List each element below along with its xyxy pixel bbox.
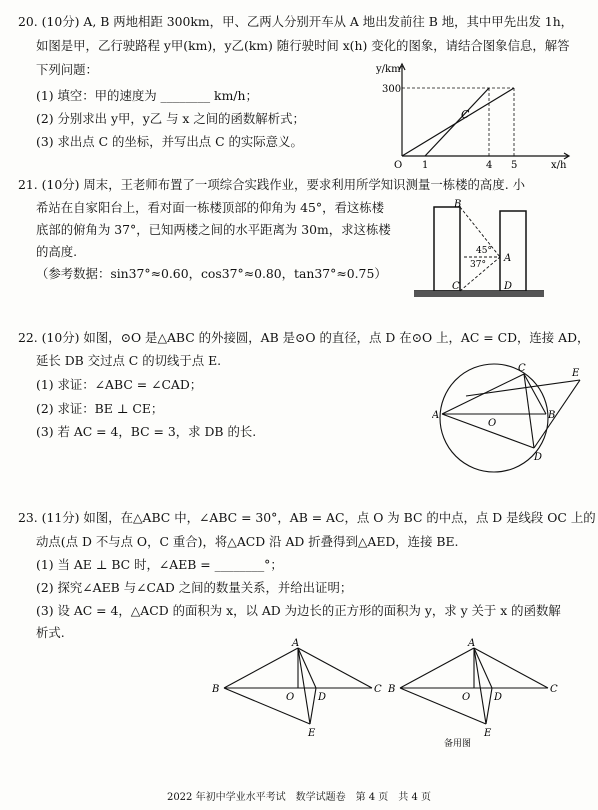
label-a: A xyxy=(432,410,440,421)
label-d: D xyxy=(534,452,543,463)
label-c: C xyxy=(452,281,460,292)
page-footer: 2022 年初中学业水平考试 数学试题卷 第 4 页 共 4 页 xyxy=(166,792,432,803)
label-d: D xyxy=(494,692,503,703)
x-axis-label: x/h xyxy=(551,160,567,170)
x-tick-4: 4 xyxy=(486,160,493,170)
y-axis-label: y/km xyxy=(376,64,401,75)
segment-ab xyxy=(400,648,474,688)
q20-line-4: (1) 填空：甲的速度为 ________ km/h； xyxy=(36,88,258,103)
q21-line-4: 的高度. xyxy=(36,244,78,259)
segment-de xyxy=(486,688,492,724)
segment-ab xyxy=(224,648,298,688)
building-right xyxy=(500,211,526,291)
label-e: E xyxy=(484,728,492,739)
label-b: B xyxy=(454,199,462,210)
q20-line-1: 20. (10分) A, B 两地相距 300km，甲、乙两人分别开车从 A 地出发前往 B 地，其中甲先出发 1h， xyxy=(18,14,574,29)
q22-line-2: 延长 DB 交过点 C 的切线于点 E. xyxy=(36,353,222,368)
label-c: C xyxy=(518,363,526,374)
angle-45: 45° xyxy=(476,246,492,256)
label-e: E xyxy=(308,728,316,739)
q22-line-5: (3) 若 AC = 4，BC = 3，求 DB 的长. xyxy=(36,424,257,439)
label-b: B xyxy=(548,410,556,421)
q23-line-1: 23. (11分) 如图，在△ABC 中，∠ABC = 30°，AB = AC，点 O 为 BC 的中点，点 D 是线段 OC 上的 xyxy=(18,510,596,525)
origin-label: O xyxy=(394,160,403,170)
segment-ac xyxy=(298,648,372,688)
label-o: O xyxy=(462,692,471,703)
tangent-ce xyxy=(466,380,580,396)
q22-line-4: (2) 求证：BE ⊥ CE； xyxy=(36,401,164,416)
q23-line-4: (2) 探究∠AEB 与∠CAD 之间的数量关系，并给出证明； xyxy=(36,580,353,595)
q21-line-3: 底部的俯角为 37°，已知两楼之间的水平距离为 30m，求这栋楼 xyxy=(36,222,391,237)
y-tick-300: 300 xyxy=(382,84,402,95)
segment-ac xyxy=(474,648,548,688)
q20-line-2: 如图是甲，乙行驶路程 y甲(km)，y乙(km) 随行驶时间 x(h) 变化的图象，请结合图象信息，解答 xyxy=(36,38,570,53)
line-yi xyxy=(425,88,489,156)
label-o: O xyxy=(286,692,295,703)
segment-ae xyxy=(298,648,310,724)
q23-figure-spare xyxy=(388,632,560,750)
q22-circle-figure xyxy=(432,356,582,474)
segment-de xyxy=(310,688,316,724)
q20-line-6: (3) 求出点 C 的坐标，并写出点 C 的实际意义。 xyxy=(36,134,303,149)
building-left xyxy=(434,207,460,291)
spare-figure-caption: 备用图 xyxy=(444,739,472,749)
label-c: C xyxy=(374,684,382,695)
q23-line-6: 析式. xyxy=(36,625,65,640)
q23-line-2: 动点(点 D 不与点 O，C 重合)，将△ACD 沿 AD 折叠得到△AED，连接 BE. xyxy=(36,534,459,549)
label-b: B xyxy=(388,684,396,695)
q23-figure-main xyxy=(212,632,384,750)
x-tick-5: 5 xyxy=(511,160,518,170)
label-b: B xyxy=(212,684,220,695)
q21-line-5: （参考数据：sin37°≈0.60，cos37°≈0.80，tan37°≈0.75） xyxy=(36,266,387,281)
q21-line-2: 希站在自家阳台上，看对面一栋楼顶部的仰角为 45°，看这栋楼 xyxy=(36,200,385,215)
label-a: A xyxy=(292,638,300,649)
q20-graph xyxy=(368,56,578,170)
x-tick-1: 1 xyxy=(422,160,429,170)
q23-line-3: (1) 当 AE ⊥ BC 时，∠AEB = ________°； xyxy=(36,557,283,572)
q22-line-3: (1) 求证：∠ABC = ∠CAD； xyxy=(36,377,203,392)
segment-cd xyxy=(524,374,534,448)
q22-line-1: 22. (10分) 如图，⊙O 是△ABC 的外接圆，AB 是⊙O 的直径，点 D 在⊙O 上，AC = CD，连接 AD， xyxy=(18,330,590,345)
label-a: A xyxy=(504,253,512,264)
ground-fill xyxy=(414,291,544,297)
segment-be xyxy=(224,688,310,724)
q21-line-1: 21. (10分) 周末，王老师布置了一项综合实践作业，要求利用所学知识测量一栋楼的高度. 小 xyxy=(18,177,525,192)
label-d: D xyxy=(318,692,327,703)
label-o: O xyxy=(488,418,497,429)
label-e: E xyxy=(572,368,580,379)
label-c: C xyxy=(550,684,558,695)
point-c-label: C xyxy=(461,108,470,121)
q20-line-3: 下列问题： xyxy=(36,62,98,77)
segment-ae xyxy=(474,648,486,724)
label-a: A xyxy=(468,638,476,649)
q21-building-figure xyxy=(408,195,548,303)
q20-line-5: (2) 分别求出 y甲，y乙 与 x 之间的函数解析式； xyxy=(36,111,305,126)
q23-line-5: (3) 设 AC = 4，△ACD 的面积为 x，以 AD 为边长的正方形的面积为 y，求 y 关于 x 的函数解 xyxy=(36,603,561,618)
angle-37: 37° xyxy=(470,260,486,270)
label-d: D xyxy=(504,281,513,292)
line-jia xyxy=(402,88,514,156)
segment-be xyxy=(400,688,486,724)
